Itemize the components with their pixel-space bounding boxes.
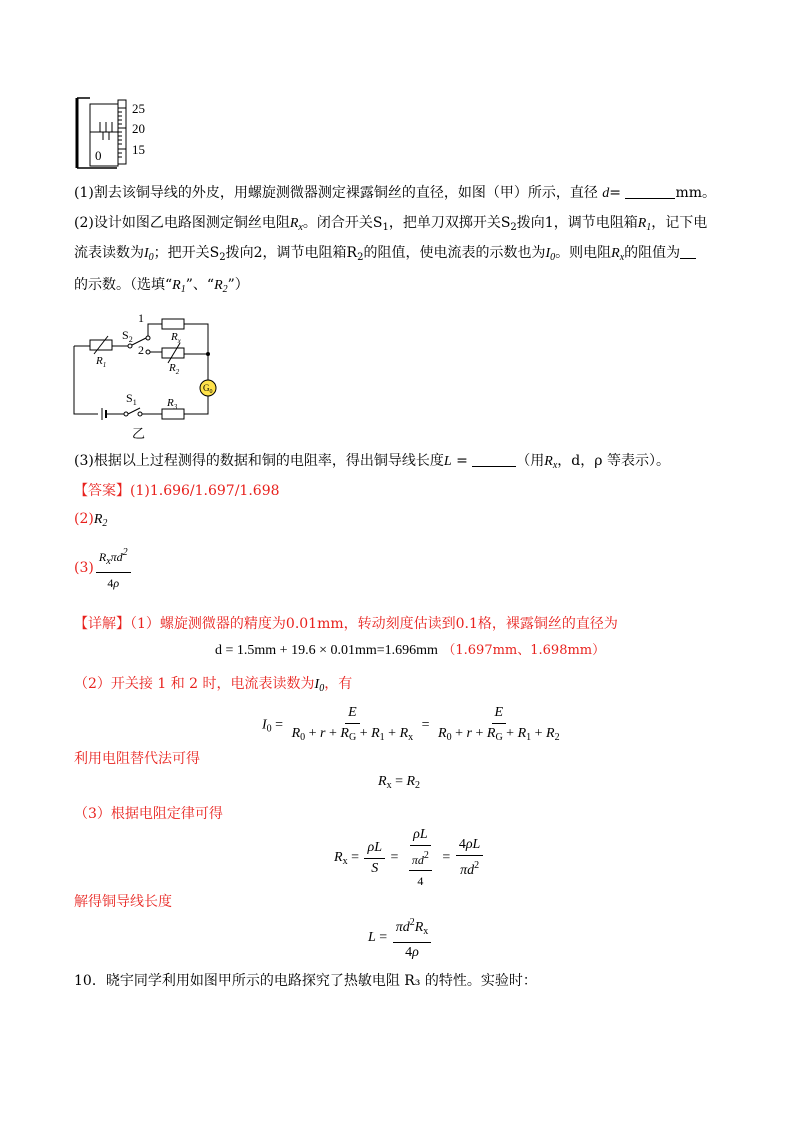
svg-text:S2: $S_2$ xyxy=(122,328,133,344)
svg-text:R1: $R_1$ xyxy=(96,355,107,369)
detail-line-4: （3）根据电阻定律可得 xyxy=(74,806,223,822)
answer-blank-2[interactable] xyxy=(680,244,696,259)
detail-line-5: 解得铜导线长度 xyxy=(74,894,172,910)
question-3: (3)根据以上过程测得的数据和铜的电阻率，得出铜导线长度L = （用$R_x$，d，ρ 等表示）。 xyxy=(74,453,670,471)
circuit-figure xyxy=(70,308,250,444)
answer-blank-3[interactable] xyxy=(472,452,516,467)
var-d: d xyxy=(602,186,610,201)
svg-text:Rx: $R_x$ xyxy=(171,331,181,345)
svg-text:S1: $S_1$ xyxy=(126,391,137,407)
detail-equation-1: d = 1.5mm + 19.6 × 0.01mm=1.696mm （1.697mm、1.698mm） xyxy=(215,643,606,658)
svg-text:G0: $G_0$ xyxy=(203,383,213,395)
terminal-1-label: 1 xyxy=(138,311,144,325)
detail-equation-3: $R_x = R_2$ xyxy=(378,774,421,791)
terminal-2-label: 2 xyxy=(138,343,144,357)
scale-label-0: 0 xyxy=(95,148,102,163)
detail-line-2: （2）开关接 1 和 2 时，电流表读数为$I_0$，有 xyxy=(74,676,353,694)
question-2-line-1: (2)设计如图乙电路图测定铜丝电阻$R_x$。闭合开关$S_1$，把单刀双掷开关$S_2$拨向1，调节电阻箱$R_1$，记下电 xyxy=(74,215,708,233)
question-1 xyxy=(74,183,716,204)
detail-line-3: 利用电阻替代法可得 xyxy=(74,751,200,767)
figure-caption-yi: 乙 xyxy=(132,426,146,441)
unit-mm: mm。 xyxy=(675,185,717,201)
scale-label-25: 25 xyxy=(132,101,145,116)
detail-equation-5: L = $\frac{\pi d^2R_x}{4\rho}$ xyxy=(368,914,433,962)
question-2-line-2: 流表读数为$I_0$；把开关$S_2$拨向2，调节电阻箱$R_2$的阻值，使电流表的示数也为$I_0$。则电阻$R_x$的阻值为 xyxy=(74,243,696,268)
scale-label-15: 15 xyxy=(132,142,145,157)
answer-line-1: 【答案】(1)1.696/1.697/1.698 xyxy=(74,483,280,499)
question-2-line-3: 的示数。（选填“$R_1$”、“$R_2$”） xyxy=(74,277,249,295)
detail-equation-2: $I_0$ = $\frac{E}{R_0 + r + R_G + R_1 + R_x}$ = $\frac{E}{R_0 + r + R_G + R_1 + R_2}$ xyxy=(262,705,560,743)
detail-line-1: 【详解】（1）螺旋测微器的精度为0.01mm，转动刻度估读到0.1格，裸露铜丝的直径为 xyxy=(74,616,618,632)
scale-label-20: 20 xyxy=(132,121,145,136)
micrometer-figure xyxy=(72,96,162,172)
question-10: 10．晓宇同学利用如图甲所示的电路探究了热敏电阻 R₃ 的特性。实验时： xyxy=(74,973,537,989)
question-1-text: (1)割去该铜导线的外皮，用螺旋测微器测定裸露铜丝的直径，如图（甲）所示，直径 xyxy=(74,185,598,201)
answer-line-2: $(2)R_2$ xyxy=(74,511,108,529)
svg-text:R2: $R_2$ xyxy=(169,362,180,376)
answer-blank-1[interactable] xyxy=(625,184,675,199)
detail-equation-4: $R_x$ = $\frac{\rho L}{S}$ = $\frac{\rho L}{\frac{\pi d^2}{4}}$ = $\frac{4\rho L}{\pi d^2}$ xyxy=(334,826,485,890)
detail-label: 【详解】 xyxy=(74,616,130,632)
svg-text:R3: $R_3$ xyxy=(167,397,178,411)
answer-label: 【答案】 xyxy=(74,483,130,499)
equals-sign: = xyxy=(609,185,622,201)
answer-line-3: (3) $\frac{R_x\pi d^2}{4\rho}$ xyxy=(74,544,133,592)
